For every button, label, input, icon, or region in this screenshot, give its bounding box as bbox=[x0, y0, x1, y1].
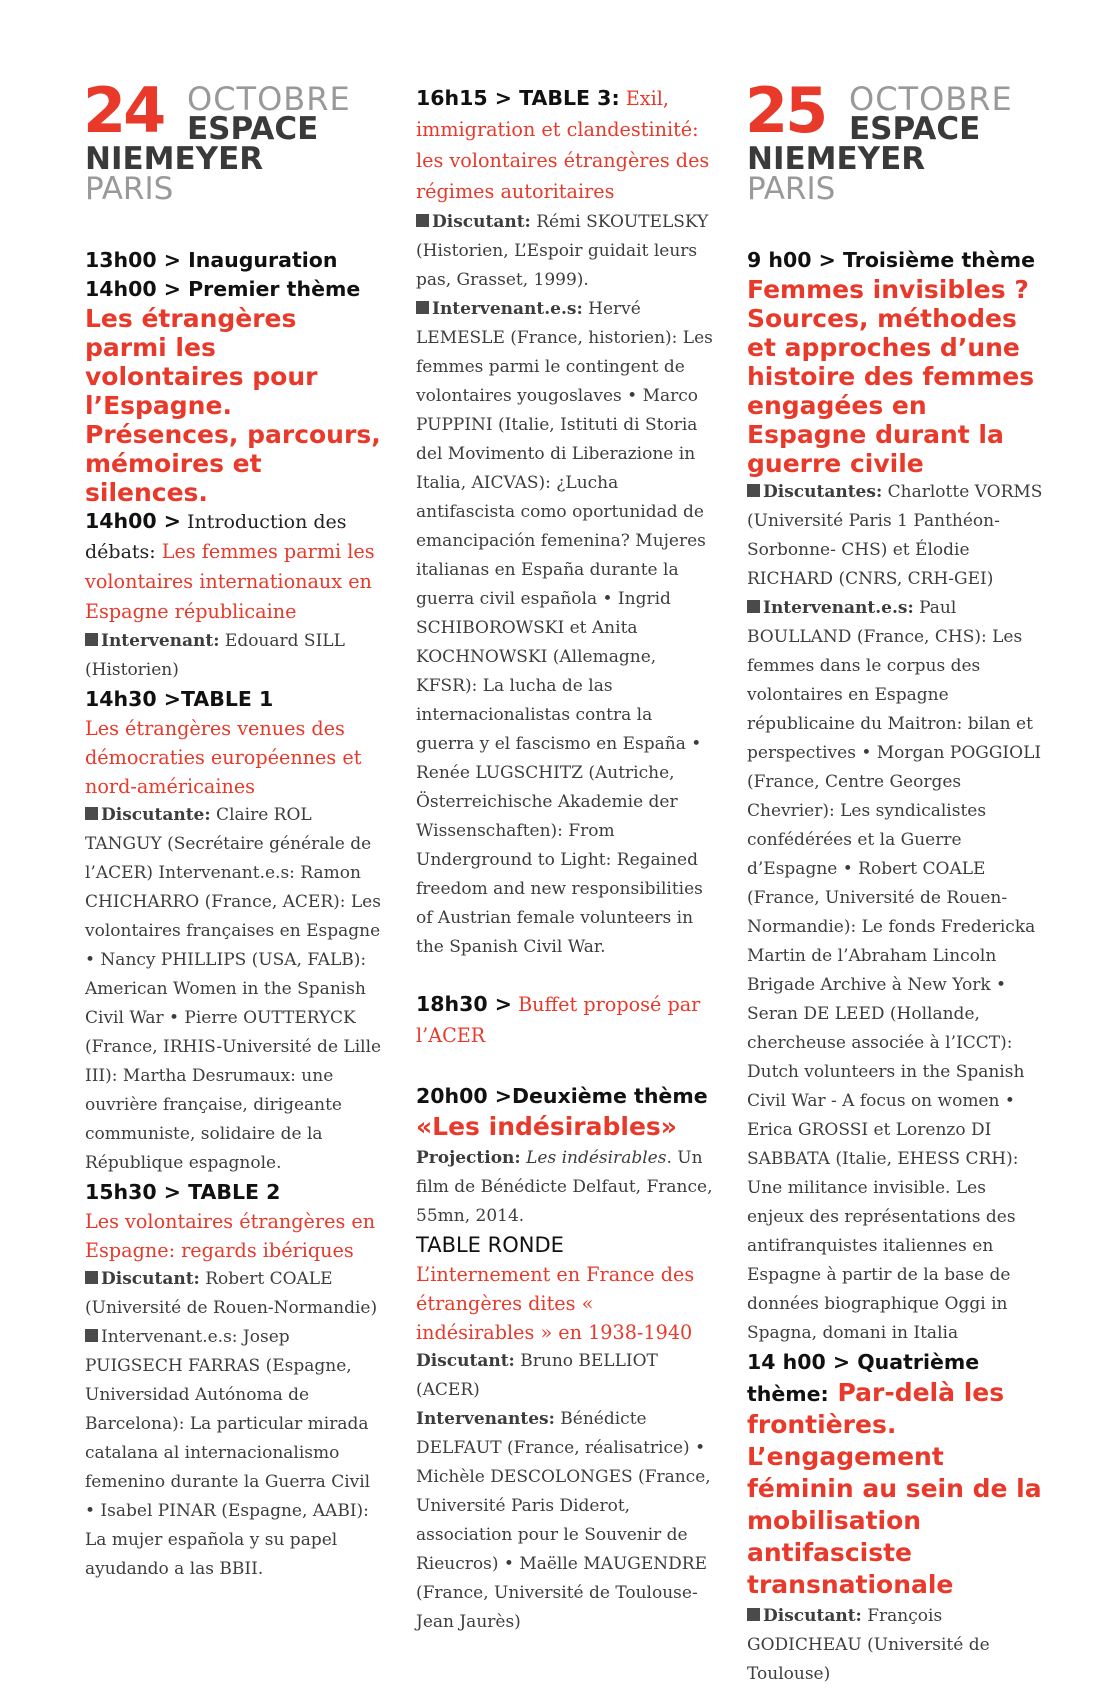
tr-disc-text: Bruno BELLIOT (ACER) bbox=[416, 1351, 658, 1400]
table-ronde-heading: TABLE RONDE bbox=[416, 1233, 564, 1257]
buffet-text: Buffet proposé par l’ACER bbox=[416, 993, 701, 1047]
intro-time: 14h00 > bbox=[85, 509, 181, 533]
intro-title: Les femmes parmi les volontaires internationaux en Espagne républicaine bbox=[85, 540, 375, 623]
table3-disc bbox=[416, 208, 714, 295]
tr-int bbox=[416, 1405, 714, 1637]
disc2-text: Robert COALE (Université de Rouen-Normandie) bbox=[85, 1269, 378, 1318]
venue-line2: NIEMEYER bbox=[85, 141, 264, 177]
theme3-int bbox=[747, 594, 1045, 1348]
time-table3: 16h15 > TABLE 3: bbox=[416, 86, 620, 110]
intervenant-block bbox=[85, 627, 383, 685]
projection-text: . Un film de Bénédicte Delfaut, France, 55mn, 2014. bbox=[416, 1148, 713, 1226]
time-third-theme: 9 h00 > Troisième thème bbox=[747, 248, 1036, 272]
column-day-24 bbox=[83, 74, 383, 1584]
intervenant-label: Intervenant: bbox=[101, 631, 220, 651]
table1-title: Les étrangères venues des démocraties européennes et nord-américaines bbox=[85, 717, 362, 798]
venue-line2: NIEMEYER bbox=[747, 141, 926, 177]
tr-int-text: Bénédicte DELFAUT (France, réalisatrice) • Michèle DESCOLONGES (France, Université Paris Diderot, association pour le Souvenir de Rieucros) • Maëlle MAUGENDRE (France, Université de Toulouse-Jean Jaurès) bbox=[416, 1409, 711, 1632]
theme3-title: Femmes invisibles ? Sources, méthodes et approches d’une histoire des femmes engagées en Espagne durant la guerre civile bbox=[747, 275, 1035, 478]
int2-text: Josep PUIGSECH FARRAS (Espagne, Universidad Autónoma de Barcelona): La particular mirada catalana al internacionalismo femenino durante la Guerra Civil • Isabel PINAR (Espagne, AABI): La mujer española y su papel ayudando a las BBII. bbox=[85, 1327, 371, 1579]
theme3-disc-text: Charlotte VORMS (Université Paris 1 Panthéon-Sorbonne- CHS) et Élodie RICHARD (CNRS, CRH-GEI) bbox=[747, 482, 1043, 589]
intro-label: Introduction des débats: bbox=[85, 511, 347, 563]
tr-disc-label: Discutant: bbox=[416, 1351, 515, 1371]
square-bullet-icon bbox=[85, 1271, 98, 1284]
theme4-disc-text: François GODICHEAU (Université de Toulouse) bbox=[747, 1606, 990, 1684]
theme2-block bbox=[416, 1080, 714, 1144]
time-first-theme: 14h00 > Premier thème bbox=[85, 277, 361, 301]
projection-film: Les indésirables bbox=[526, 1148, 667, 1168]
theme3-int-label: Intervenant.e.s: bbox=[763, 598, 914, 618]
buffet-block bbox=[416, 990, 714, 1052]
square-bullet-icon bbox=[416, 301, 429, 314]
month: OCTOBRE bbox=[849, 80, 1013, 118]
time-table1: 14h30 >TABLE 1 bbox=[85, 687, 274, 711]
venue-line1: ESPACE bbox=[849, 111, 981, 147]
day-number: 25 bbox=[745, 74, 826, 147]
time-buffet: 18h30 > bbox=[416, 992, 512, 1016]
theme4-disc bbox=[747, 1602, 1045, 1689]
time-second-theme: 20h00 >Deuxième thème bbox=[416, 1084, 708, 1108]
intro-block bbox=[85, 507, 383, 627]
square-bullet-icon bbox=[747, 1608, 760, 1621]
date-header-24 bbox=[83, 74, 383, 228]
table3-disc-text: Rémi SKOUTELSKY (Historien, L’Espoir guidait leurs pas, Grasset, 1999). bbox=[416, 212, 709, 290]
square-bullet-icon bbox=[85, 807, 98, 820]
table3-int-text: Hervé LEMESLE (France, historien): Les femmes parmi le contingent de volontaires yougoslaves • Marco PUPPINI (Italie, Istituti di Storia del Movimento di Liberazione in Italia, AICVAS): ¿Lucha antifascista como oportunidad de emancipación femenina? Mujeres italianas en España durante la guerra civil española • Ingrid SCHIBOROWSKI et Anita KOCHNOWSKI (Allemagne, KFSR): La lucha de las internacionalistas contra la guerra y el fascismo en España • Renée LUGSCHITZ (Autriche, Österreichische Akademie der Wissenschaften): From Underground to Light: Regained freedom and new responsibilities of Austrian female volunteers in the Spanish Civil War. bbox=[416, 299, 713, 957]
theme4-title: Par-delà les frontières. L’engagement féminin au sein de la mobilisation antifasciste transnationale bbox=[747, 1378, 1042, 1599]
table3-int-label: Intervenant.e.s: bbox=[432, 299, 583, 319]
tr-int-label: Intervenantes: bbox=[416, 1409, 555, 1429]
square-bullet-icon bbox=[747, 484, 760, 497]
month: OCTOBRE bbox=[187, 80, 351, 118]
table3-title: Exil, immigration et clandestinité: les volontaires étrangères des régimes autoritaires bbox=[416, 87, 710, 203]
table2-title: Les volontaires étrangères en Espagne: regards ibériques bbox=[85, 1210, 376, 1262]
projection-block bbox=[416, 1144, 714, 1231]
time-inauguration: 13h00 > Inauguration bbox=[85, 248, 338, 272]
time-table2: 15h30 > TABLE 2 bbox=[85, 1180, 281, 1204]
table2-int bbox=[85, 1323, 383, 1584]
square-bullet-icon bbox=[85, 633, 98, 646]
theme3-int-text: Paul BOULLAND (France, CHS): Les femmes dans le corpus des volontaires en Espagne républicaine du Maitron: bilan et perspectives • Morgan POGGIOLI (France, Centre Georges Chevrier): Les syndicalistes confédérées et la Guerre d’Espagne • Robert COALE (France, Université de Rouen-Normandie): Le fonds Fredericka Martin de l’Abraham Lincoln Brigade Archive à New York • Seran DE LEED (Hollande, chercheuse associée à l’ICCT): Dutch volunteers in the Spanish Civil War - A focus on women • Erica GROSSI et Lorenzo DI SABBATA (Italie, EHESS CRH): Une militance invisible. Les enjeux des représentations des antifranquistes italiennes en Espagne à partir de la base de données biographique Oggi in Spagna, domani in Italia bbox=[747, 598, 1042, 1343]
theme4-disc-label: Discutant: bbox=[763, 1606, 862, 1626]
day-number: 24 bbox=[83, 74, 164, 147]
table-ronde-title: L’internement en France des étrangères dites « indésirables » en 1938-1940 bbox=[416, 1263, 695, 1344]
table3-disc-label: Discutant: bbox=[432, 212, 531, 232]
tr-disc bbox=[416, 1347, 714, 1405]
theme3-disc-label: Discutantes: bbox=[763, 482, 883, 502]
theme1-title: Les étrangères parmi les volontaires pour l’Espagne. Présences, parcours, mémoires et silences. bbox=[85, 304, 381, 507]
theme4-block bbox=[747, 1348, 1045, 1602]
discutante-text: Claire ROL TANGUY (Secrétaire générale de l’ACER) Intervenant.e.s: Ramon CHICHARRO (France, ACER): Les volontaires françaises en Espagne • Nancy PHILLIPS (USA, FALB): American Women in the Spanish Civil War • Pierre OUTTERYCK (France, IRHIS-Université de Lille III): Martha Desrumaux: une ouvrière française, dirigeante communiste, solidaire de la République espagnole. bbox=[85, 805, 382, 1173]
theme2-title: «Les indésirables» bbox=[416, 1112, 677, 1141]
venue-line1: ESPACE bbox=[187, 111, 319, 147]
time-fourth-theme: 14 h00 > Quatrième thème: bbox=[747, 1350, 980, 1406]
table2-disc bbox=[85, 1265, 383, 1323]
discutante-label: Discutante: bbox=[101, 805, 211, 825]
projection-label: Projection: bbox=[416, 1148, 521, 1168]
column-day-25 bbox=[745, 74, 1045, 1689]
square-bullet-icon bbox=[85, 1329, 98, 1342]
city: PARIS bbox=[747, 171, 836, 207]
city: PARIS bbox=[85, 171, 174, 207]
disc2-label: Discutant: bbox=[101, 1269, 200, 1289]
square-bullet-icon bbox=[747, 600, 760, 613]
theme3-disc bbox=[747, 478, 1045, 594]
column-day-24-cont bbox=[416, 84, 714, 1637]
table3-heading bbox=[416, 84, 714, 208]
square-bullet-icon bbox=[416, 214, 429, 227]
intervenant-text: Edouard SILL (Historien) bbox=[85, 631, 345, 680]
int2-label: Intervenant.e.s: bbox=[101, 1327, 238, 1347]
date-header-25 bbox=[745, 74, 1045, 228]
table3-int bbox=[416, 295, 714, 962]
table1-body bbox=[85, 801, 383, 1178]
